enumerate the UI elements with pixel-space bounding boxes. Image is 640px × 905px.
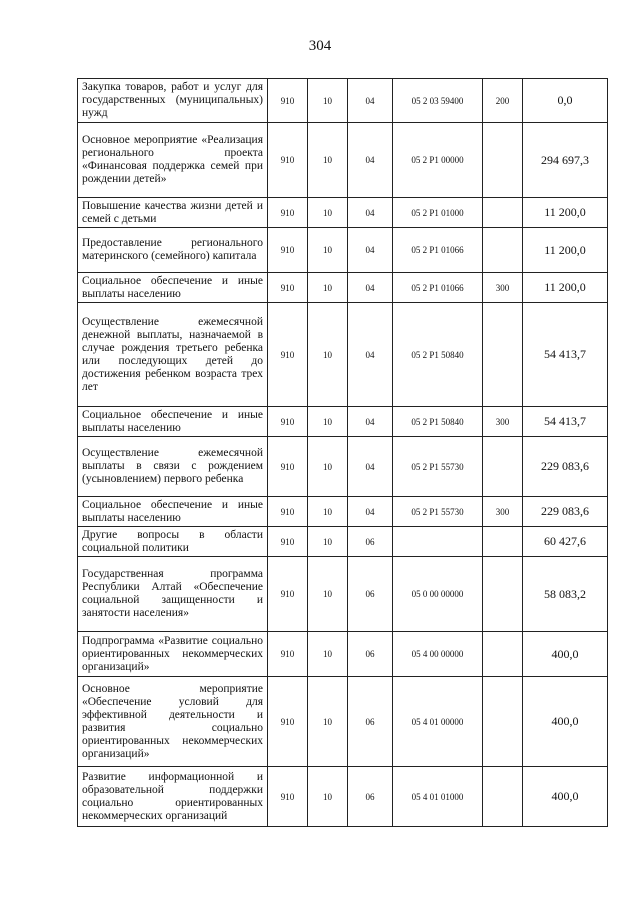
subsection-code: 04 <box>348 79 393 123</box>
target-article-code: 05 2 03 59400 <box>393 79 483 123</box>
table-row <box>78 198 608 228</box>
section-code: 10 <box>308 767 348 827</box>
expense-type-code <box>483 437 523 497</box>
item-name: Повышение качества жизни детей и семей с детьми <box>78 198 268 228</box>
section-code: 10 <box>308 303 348 407</box>
table-row <box>78 557 608 632</box>
section-code: 10 <box>308 677 348 767</box>
target-article-code: 05 2 P1 00000 <box>393 123 483 198</box>
item-name: Социальное обеспечение и иные выплаты населению <box>78 407 268 437</box>
expense-type-code <box>483 557 523 632</box>
table-row <box>78 123 608 198</box>
budget-table <box>77 78 608 827</box>
expense-type-code <box>483 677 523 767</box>
subsection-code: 04 <box>348 123 393 198</box>
table-row <box>78 228 608 273</box>
target-article-code: 05 2 P1 55730 <box>393 437 483 497</box>
section-code: 10 <box>308 228 348 273</box>
subsection-code: 04 <box>348 303 393 407</box>
target-article-code: 05 4 00 00000 <box>393 632 483 677</box>
section-code: 10 <box>308 123 348 198</box>
grbs-code: 910 <box>268 198 308 228</box>
target-article-code: 05 4 01 01000 <box>393 767 483 827</box>
table-row <box>78 632 608 677</box>
table-row <box>78 677 608 767</box>
grbs-code: 910 <box>268 437 308 497</box>
amount: 11 200,0 <box>523 273 608 303</box>
table-row <box>78 527 608 557</box>
expense-type-code <box>483 228 523 273</box>
section-code: 10 <box>308 273 348 303</box>
section-code: 10 <box>308 527 348 557</box>
amount: 400,0 <box>523 677 608 767</box>
subsection-code: 04 <box>348 228 393 273</box>
target-article-code: 05 0 00 00000 <box>393 557 483 632</box>
expense-type-code: 300 <box>483 407 523 437</box>
expense-type-code: 300 <box>483 497 523 527</box>
grbs-code: 910 <box>268 497 308 527</box>
grbs-code: 910 <box>268 557 308 632</box>
subsection-code: 06 <box>348 767 393 827</box>
item-name: Подпрограмма «Развитие социально ориентированных некоммерческих организаций» <box>78 632 268 677</box>
grbs-code: 910 <box>268 79 308 123</box>
amount: 229 083,6 <box>523 497 608 527</box>
section-code: 10 <box>308 407 348 437</box>
item-name: Закупка товаров, работ и услуг для государственных (муниципальных) нужд <box>78 79 268 123</box>
section-code: 10 <box>308 557 348 632</box>
section-code: 10 <box>308 79 348 123</box>
expense-type-code <box>483 123 523 198</box>
expense-type-code <box>483 767 523 827</box>
amount: 400,0 <box>523 767 608 827</box>
table-row <box>78 79 608 123</box>
subsection-code: 04 <box>348 273 393 303</box>
grbs-code: 910 <box>268 527 308 557</box>
subsection-code: 04 <box>348 497 393 527</box>
amount: 0,0 <box>523 79 608 123</box>
amount: 11 200,0 <box>523 198 608 228</box>
grbs-code: 910 <box>268 303 308 407</box>
section-code: 10 <box>308 437 348 497</box>
item-name: Основное мероприятие «Реализация регионального проекта «Финансовая поддержка семей при рождении детей» <box>78 123 268 198</box>
amount: 294 697,3 <box>523 123 608 198</box>
item-name: Социальное обеспечение и иные выплаты населению <box>78 273 268 303</box>
section-code: 10 <box>308 497 348 527</box>
item-name: Развитие информационной и образовательной поддержки социально ориентированных некоммерческих организаций <box>78 767 268 827</box>
table-row <box>78 497 608 527</box>
target-article-code: 05 2 P1 01066 <box>393 273 483 303</box>
page-number: 304 <box>308 38 332 54</box>
table-row <box>78 407 608 437</box>
item-name: Другие вопросы в области социальной политики <box>78 527 268 557</box>
item-name: Осуществление ежемесячной выплаты в связи с рождением (усыновлением) первого ребенка <box>78 437 268 497</box>
grbs-code: 910 <box>268 123 308 198</box>
item-name: Основное мероприятие «Обеспечение условий для эффективной деятельности и развития социально ориентированных некоммерческих организаций» <box>78 677 268 767</box>
item-name: Предоставление регионального материнского (семейного) капитала <box>78 228 268 273</box>
amount: 58 083,2 <box>523 557 608 632</box>
subsection-code: 04 <box>348 198 393 228</box>
expense-type-code: 300 <box>483 273 523 303</box>
item-name: Осуществление ежемесячной денежной выплаты, назначаемой в случае рождения третьего ребенка или последующих детей до достижения ребенком возраста трех лет <box>78 303 268 407</box>
subsection-code: 06 <box>348 557 393 632</box>
amount: 54 413,7 <box>523 407 608 437</box>
grbs-code: 910 <box>268 228 308 273</box>
table-row <box>78 303 608 407</box>
amount: 11 200,0 <box>523 228 608 273</box>
target-article-code: 05 2 P1 01000 <box>393 198 483 228</box>
expense-type-code <box>483 303 523 407</box>
grbs-code: 910 <box>268 767 308 827</box>
table-row <box>78 273 608 303</box>
item-name: Социальное обеспечение и иные выплаты населению <box>78 497 268 527</box>
target-article-code: 05 4 01 00000 <box>393 677 483 767</box>
expense-type-code <box>483 198 523 228</box>
grbs-code: 910 <box>268 273 308 303</box>
grbs-code: 910 <box>268 407 308 437</box>
item-name: Государственная программа Республики Алтай «Обеспечение социальной защищенности и занятости населения» <box>78 557 268 632</box>
target-article-code: 05 2 P1 50840 <box>393 407 483 437</box>
amount: 54 413,7 <box>523 303 608 407</box>
amount: 60 427,6 <box>523 527 608 557</box>
grbs-code: 910 <box>268 632 308 677</box>
target-article-code: 05 2 P1 55730 <box>393 497 483 527</box>
target-article-code: 05 2 P1 01066 <box>393 228 483 273</box>
section-code: 10 <box>308 198 348 228</box>
section-code: 10 <box>308 632 348 677</box>
subsection-code: 06 <box>348 632 393 677</box>
expense-type-code: 200 <box>483 79 523 123</box>
target-article-code: 05 2 P1 50840 <box>393 303 483 407</box>
amount: 229 083,6 <box>523 437 608 497</box>
amount: 400,0 <box>523 632 608 677</box>
table-row <box>78 437 608 497</box>
expense-type-code <box>483 632 523 677</box>
grbs-code: 910 <box>268 677 308 767</box>
subsection-code: 04 <box>348 407 393 437</box>
target-article-code <box>393 527 483 557</box>
subsection-code: 06 <box>348 527 393 557</box>
expense-type-code <box>483 527 523 557</box>
subsection-code: 06 <box>348 677 393 767</box>
table-row <box>78 767 608 827</box>
subsection-code: 04 <box>348 437 393 497</box>
